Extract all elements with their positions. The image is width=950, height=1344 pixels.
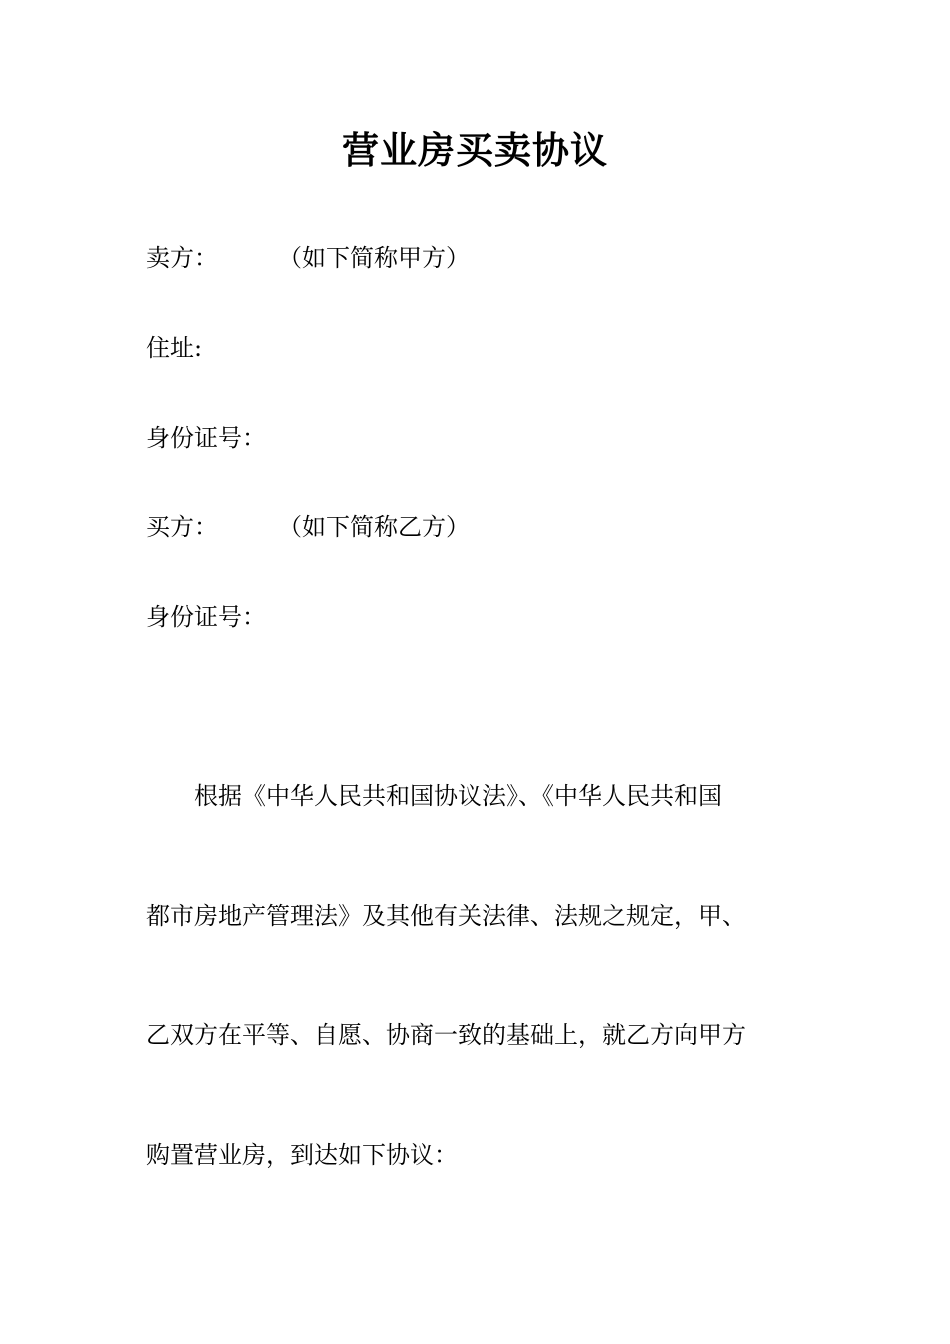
buyer-line — [146, 510, 470, 544]
seller-alias-note: （如下简称甲方） — [278, 244, 470, 272]
address-label: 住址: — [146, 334, 203, 362]
paragraph-line: 根据《中华人民共和国协议法》、《中华人民共和国 — [194, 782, 722, 810]
paragraph-line: 乙双方在平等、自愿、协商一致的基础上，就乙方向甲方 — [146, 1021, 746, 1049]
buyer-label: 买方： — [146, 513, 218, 541]
buyer-id-line — [146, 600, 266, 634]
address-line — [146, 331, 202, 365]
paragraph-line: 都市房地产管理法》及其他有关法律、法规之规定，甲、 — [146, 902, 746, 930]
seller-line — [146, 241, 470, 275]
seller-label: 卖方： — [146, 244, 218, 272]
document-title: 营业房买卖协议 — [342, 128, 608, 172]
buyer-alias-note: （如下简称乙方） — [278, 513, 470, 541]
paragraph-line: 购置营业房，到达如下协议： — [146, 1141, 458, 1169]
buyer-id-label: 身份证号： — [146, 603, 266, 631]
seller-id-label: 身份证号： — [146, 424, 266, 452]
seller-id-line — [146, 421, 266, 455]
